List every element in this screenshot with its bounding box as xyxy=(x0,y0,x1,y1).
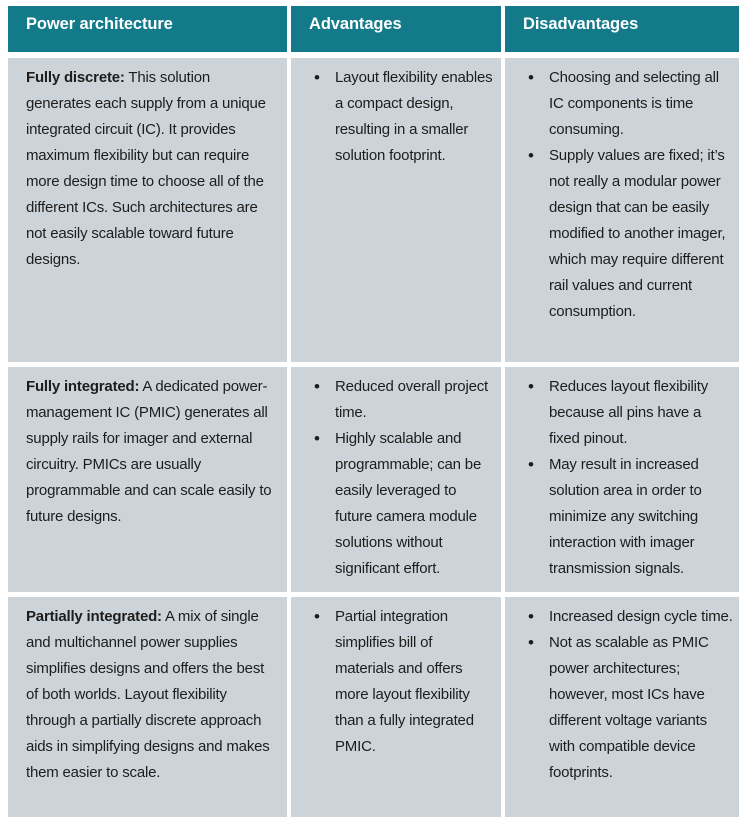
disadvantages-cell-partially-integrated xyxy=(505,597,739,817)
column-header-advantages: Advantages xyxy=(291,6,501,52)
architecture-cell-partially-integrated xyxy=(8,597,287,817)
disadvantages-cell-fully-discrete xyxy=(505,58,739,362)
header-row xyxy=(8,6,739,52)
bullet-item: • Not as scalable as PMIC power architectures; however, most ICs have different voltage variants with compatible device footprints. xyxy=(515,630,733,786)
bullet-item: • Supply values are fixed; it’s not really a modular power design that can be easily modified to another imager, which may require different rail values and current consumption. xyxy=(515,143,733,325)
bullet-list xyxy=(515,374,733,582)
bullet-item: • Reduces layout flexibility because all pins have a fixed pinout. xyxy=(515,374,733,452)
bullet-item: • Highly scalable and programmable; can be easily leveraged to future camera module solutions without significant effort. xyxy=(301,426,495,582)
bullet-list xyxy=(301,374,495,582)
architecture-description: This solution generates each supply from a unique integrated circuit (IC). It provides maximum flexibility but can require more design time to choose all of the different ICs. Such architectures are not easily scalable toward future designs. xyxy=(26,69,266,268)
column-header-power-architecture: Power architecture xyxy=(8,6,287,52)
advantages-cell-fully-integrated xyxy=(291,367,501,592)
comparison-table xyxy=(8,6,739,817)
architecture-description: A dedicated power-management IC (PMIC) generates all supply rails for imager and external circuitry. PMICs are usually programmable and can scale easily to future designs. xyxy=(26,378,272,525)
disadvantages-cell-fully-integrated xyxy=(505,367,739,592)
architecture-term: Fully integrated: xyxy=(26,378,140,395)
architecture-cell-fully-integrated xyxy=(8,367,287,592)
bullet-item: • Reduced overall project time. xyxy=(301,374,495,426)
bullet-item: • Partial integration simplifies bill of materials and offers more layout flexibility than a fully integrated PMIC. xyxy=(301,604,495,760)
architecture-term: Fully discrete: xyxy=(26,69,125,86)
architecture-cell-fully-discrete xyxy=(8,58,287,362)
bullet-item: • Increased design cycle time. xyxy=(515,604,733,630)
advantages-cell-fully-discrete xyxy=(291,58,501,362)
architecture-term: Partially integrated: xyxy=(26,608,162,625)
bullet-list xyxy=(301,65,495,169)
bullet-item: • Choosing and selecting all IC components is time consuming. xyxy=(515,65,733,143)
architecture-description: A mix of single and multichannel power supplies simplifies designs and offers the best of both worlds. Layout flexibility through a partially discrete approach aids in simplifying designs and makes them easier to scale. xyxy=(26,608,270,781)
table-body xyxy=(8,58,739,817)
bullet-list xyxy=(301,604,495,760)
bullet-list xyxy=(515,604,733,786)
bullet-item: • May result in increased solution area in order to minimize any switching interaction with imager transmission signals. xyxy=(515,452,733,582)
column-header-disadvantages: Disadvantages xyxy=(505,6,739,52)
advantages-cell-partially-integrated xyxy=(291,597,501,817)
bullet-item: • Layout flexibility enables a compact design, resulting in a smaller solution footprint. xyxy=(301,65,495,169)
bullet-list xyxy=(515,65,733,325)
